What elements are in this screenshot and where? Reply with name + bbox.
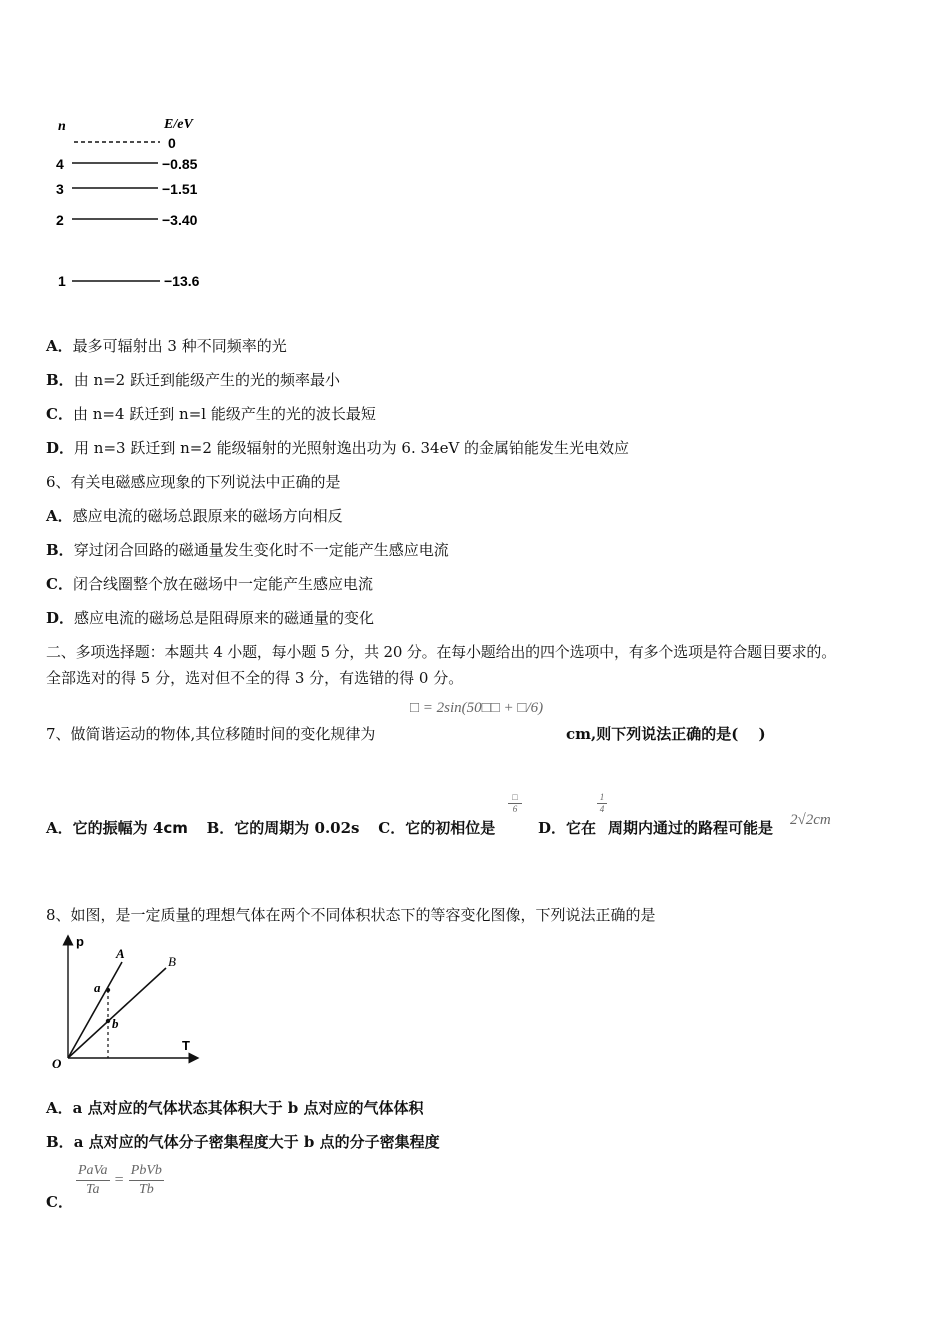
energy-level-diagram (50, 108, 230, 298)
q7-options (46, 818, 495, 838)
rhs-fraction: $\frac{\text{PbVb}}{Tb}$ (130, 1163, 162, 1197)
level-2-n: 2 (56, 212, 64, 228)
line-a-label: A (116, 946, 125, 961)
p-axis-label: p (76, 934, 84, 949)
q7-formula: □ = 2sin(50□□ + □/6) (410, 700, 544, 716)
q6-option-a: A．感应电流的磁场总跟原来的磁场方向相反 (46, 507, 343, 525)
q6-option-d: D．感应电流的磁场总是阻碍原来的磁通量的变化 (46, 609, 375, 627)
q7-option-d-value: 2√2cm (790, 812, 831, 828)
q6-option-b: B．穿过闭合回路的磁通量发生变化时不一定能产生感应电流 (46, 541, 449, 559)
q7-option-d-frac: 1 4 (597, 792, 607, 815)
q6-stem: 6、有关电磁感应现象的下列说法中正确的是 (46, 473, 341, 491)
q7-option-a-unit: cm (163, 819, 188, 837)
level-4-n: 4 (56, 156, 64, 172)
level-4-energy: −0.85 (162, 156, 198, 172)
level-2-energy: −3.40 (162, 212, 198, 228)
e-label: E/eV (164, 117, 193, 132)
q8-option-c-formula: $\frac{\text{PaVa}}{Ta}$ = $\frac{\text{PbVb}}{Tb}$ (78, 1163, 162, 1197)
q7-stem-suffix: cm,则下列说法正确的是( ) (566, 725, 766, 743)
level-1-energy: −13.6 (164, 273, 200, 289)
q7-option-c: C．它的初相位是 (378, 819, 496, 837)
point-b (106, 1019, 110, 1023)
q8-option-b: B．a 点对应的气体分子密集程度大于 b 点的分子密集程度 (46, 1133, 440, 1151)
q6-option-c: C．闭合线圈整个放在磁场中一定能产生感应电流 (46, 575, 373, 593)
origin-label: O (52, 1056, 62, 1071)
q5-option-b: B．由 n=2 跃迁到能级产生的光的频率最小 (46, 371, 340, 389)
section2-line2: 全部选对的得 5 分，选对但不全的得 3 分，有选错的得 0 分。 (46, 669, 464, 687)
section2-line1: 二、多项选择题：本题共 4 小题，每小题 5 分，共 20 分。在每小题给出的四个选项中，有多个选项是符合题目要求的。 (46, 643, 836, 661)
level-1-n: 1 (58, 273, 66, 289)
line-a (68, 962, 122, 1058)
q7-option-a: A．它的振幅为 4 (46, 819, 164, 837)
point-a-label: a (94, 980, 101, 995)
q8-option-a: A．a 点对应的气体状态其体积大于 b 点对应的气体体积 (46, 1099, 424, 1117)
q7-option-b: B．它的周期为 0.02s (206, 819, 360, 837)
level-3-energy: −1.51 (162, 181, 198, 197)
q8-stem: 8、如图，是一定质量的理想气体在两个不同体积状态下的等容变化图像，下列说法正确的是 (46, 906, 656, 924)
q7-stem: 7、做简谐运动的物体,其位移随时间的变化规律为 (46, 725, 376, 743)
q5-option-c: C．由 n=4 跃迁到 n=l 能级产生的光的波长最短 (46, 405, 376, 423)
t-axis-label: T (182, 1038, 190, 1053)
q5-option-d: D．用 n=3 跃迁到 n=2 能级辐射的光照射逸出功为 6. 34eV 的金属铂能发生光电效应 (46, 439, 630, 457)
n-label: n (58, 119, 66, 134)
line-b (68, 968, 166, 1058)
q7-option-c-frac: □ 6 (508, 792, 522, 815)
q8-option-c-label: C． (46, 1193, 73, 1211)
line-b-label: B (168, 954, 176, 969)
q7-option-d-suffix: 周期内通过的路程可能是 (608, 819, 774, 837)
point-a (106, 988, 110, 992)
level-3-n: 3 (56, 181, 64, 197)
q7-option-d-prefix: D．它在 (538, 819, 597, 837)
pt-graph (46, 930, 206, 1075)
level-inf-energy: 0 (168, 135, 176, 151)
point-b-label: b (112, 1016, 119, 1031)
q5-option-a: A．最多可辐射出 3 种不同频率的光 (46, 337, 287, 355)
lhs-fraction: $\frac{\text{PaVa}}{Ta}$ (78, 1163, 108, 1197)
